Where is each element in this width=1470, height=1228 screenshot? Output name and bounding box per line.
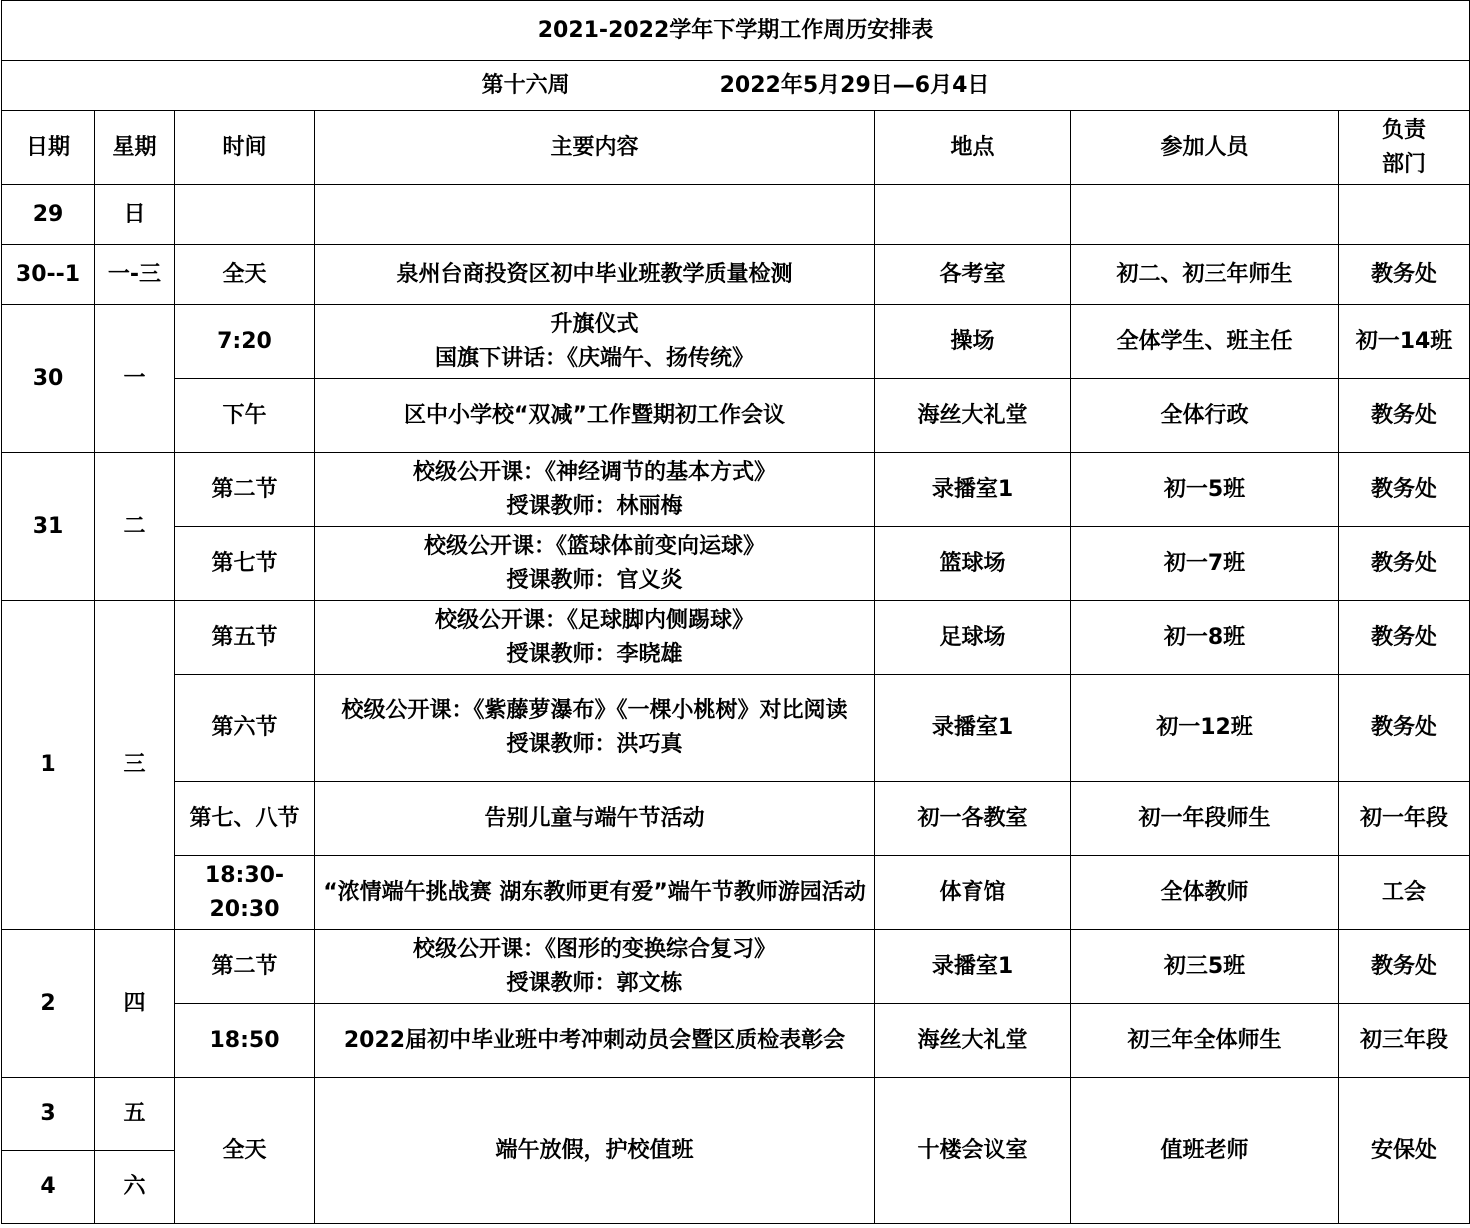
date-cell: 31 — [2, 453, 95, 601]
department-cell: 工会 — [1339, 856, 1470, 930]
time-cell: 第五节 — [175, 601, 315, 675]
participants-cell: 初一8班 — [1071, 601, 1339, 675]
department-cell: 教务处 — [1339, 930, 1470, 1004]
department-cell: 教务处 — [1339, 379, 1470, 453]
table-row — [2, 245, 1470, 305]
time-cell — [175, 185, 315, 245]
location-cell: 各考室 — [875, 245, 1071, 305]
location-cell: 足球场 — [875, 601, 1071, 675]
date-cell: 29 — [2, 185, 95, 245]
schedule-table — [1, 0, 1470, 1224]
location-cell: 录播室1 — [875, 930, 1071, 1004]
department-cell: 教务处 — [1339, 675, 1470, 782]
content-cell: 区中小学校“双减”工作暨期初工作会议 — [315, 379, 875, 453]
weekday-cell: 一-三 — [95, 245, 175, 305]
header-content: 主要内容 — [315, 111, 875, 185]
location-cell: 篮球场 — [875, 527, 1071, 601]
week-label: 第十六周 — [481, 72, 570, 98]
table-row — [2, 527, 1470, 601]
header-weekday: 星期 — [95, 111, 175, 185]
department-cell: 教务处 — [1339, 245, 1470, 305]
header-department: 负责 部门 — [1339, 111, 1470, 185]
department-cell: 安保处 — [1339, 1078, 1470, 1224]
location-cell: 录播室1 — [875, 675, 1071, 782]
location-cell: 海丝大礼堂 — [875, 1004, 1071, 1078]
weekday-cell: 日 — [95, 185, 175, 245]
participants-cell: 初一7班 — [1071, 527, 1339, 601]
time-cell: 第二节 — [175, 930, 315, 1004]
table-row — [2, 453, 1470, 527]
content-cell: 校级公开课：《篮球体前变向运球》 授课教师：官义炎 — [315, 527, 875, 601]
time-cell: 第六节 — [175, 675, 315, 782]
header-row — [2, 111, 1470, 185]
table-row — [2, 930, 1470, 1004]
participants-cell: 全体学生、班主任 — [1071, 305, 1339, 379]
participants-cell: 初一12班 — [1071, 675, 1339, 782]
weekday-cell: 四 — [95, 930, 175, 1078]
content-cell: “浓情端午挑战赛 湖东教师更有爱”端午节教师游园活动 — [315, 856, 875, 930]
table-row — [2, 305, 1470, 379]
time-cell: 7:20 — [175, 305, 315, 379]
table-row — [2, 856, 1470, 930]
department-cell — [1339, 185, 1470, 245]
content-cell: 校级公开课：《足球脚内侧踢球》 授课教师：李晓雄 — [315, 601, 875, 675]
table-row — [2, 782, 1470, 856]
participants-cell: 初三5班 — [1071, 930, 1339, 1004]
participants-cell: 初一5班 — [1071, 453, 1339, 527]
date-cell: 30--1 — [2, 245, 95, 305]
content-cell: 校级公开课：《图形的变换综合复习》 授课教师：郭文栋 — [315, 930, 875, 1004]
table-row — [2, 675, 1470, 782]
date-cell: 2 — [2, 930, 95, 1078]
location-cell: 初一各教室 — [875, 782, 1071, 856]
table-row — [2, 379, 1470, 453]
content-cell: 升旗仪式 国旗下讲话：《庆端午、扬传统》 — [315, 305, 875, 379]
weekday-cell: 五 — [95, 1078, 175, 1151]
table-row — [2, 1004, 1470, 1078]
department-cell: 教务处 — [1339, 453, 1470, 527]
date-cell: 30 — [2, 305, 95, 453]
location-cell — [875, 185, 1071, 245]
content-cell: 校级公开课：《神经调节的基本方式》 授课教师：林丽梅 — [315, 453, 875, 527]
content-cell: 校级公开课：《紫藤萝瀑布》《一棵小桃树》对比阅读 授课教师：洪巧真 — [315, 675, 875, 782]
location-cell: 十楼会议室 — [875, 1078, 1071, 1224]
participants-cell: 值班老师 — [1071, 1078, 1339, 1224]
weekday-cell: 六 — [95, 1151, 175, 1224]
time-cell: 全天 — [175, 1078, 315, 1224]
time-cell: 第二节 — [175, 453, 315, 527]
location-cell: 录播室1 — [875, 453, 1071, 527]
content-cell: 告别儿童与端午节活动 — [315, 782, 875, 856]
date-range: 2022年5月29日—6月4日 — [719, 72, 990, 98]
content-cell: 端午放假，护校值班 — [315, 1078, 875, 1224]
table-row — [2, 601, 1470, 675]
time-cell: 下午 — [175, 379, 315, 453]
participants-cell: 初一年段师生 — [1071, 782, 1339, 856]
department-cell: 初一年段 — [1339, 782, 1470, 856]
department-cell: 教务处 — [1339, 527, 1470, 601]
participants-cell: 全体教师 — [1071, 856, 1339, 930]
time-cell: 第七、八节 — [175, 782, 315, 856]
content-cell: 泉州台商投资区初中毕业班教学质量检测 — [315, 245, 875, 305]
content-cell: 2022届初中毕业班中考冲刺动员会暨区质检表彰会 — [315, 1004, 875, 1078]
week-info — [2, 61, 1470, 111]
participants-cell: 初二、初三年师生 — [1071, 245, 1339, 305]
weekday-cell: 一 — [95, 305, 175, 453]
time-cell: 18:50 — [175, 1004, 315, 1078]
table-row — [2, 185, 1470, 245]
location-cell: 体育馆 — [875, 856, 1071, 930]
time-cell: 18:30-20:30 — [175, 856, 315, 930]
content-cell — [315, 185, 875, 245]
weekday-cell: 二 — [95, 453, 175, 601]
header-time: 时间 — [175, 111, 315, 185]
participants-cell: 全体行政 — [1071, 379, 1339, 453]
header-location: 地点 — [875, 111, 1071, 185]
department-cell: 教务处 — [1339, 601, 1470, 675]
department-cell: 初一14班 — [1339, 305, 1470, 379]
weekday-cell: 三 — [95, 601, 175, 930]
time-cell: 全天 — [175, 245, 315, 305]
header-date: 日期 — [2, 111, 95, 185]
date-cell: 4 — [2, 1151, 95, 1224]
time-cell: 第七节 — [175, 527, 315, 601]
page-title: 2021-2022学年下学期工作周历安排表 — [2, 1, 1470, 61]
header-participants: 参加人员 — [1071, 111, 1339, 185]
location-cell: 操场 — [875, 305, 1071, 379]
participants-cell — [1071, 185, 1339, 245]
date-cell: 1 — [2, 601, 95, 930]
department-cell: 初三年段 — [1339, 1004, 1470, 1078]
location-cell: 海丝大礼堂 — [875, 379, 1071, 453]
participants-cell: 初三年全体师生 — [1071, 1004, 1339, 1078]
table-row — [2, 1078, 1470, 1151]
date-cell: 3 — [2, 1078, 95, 1151]
